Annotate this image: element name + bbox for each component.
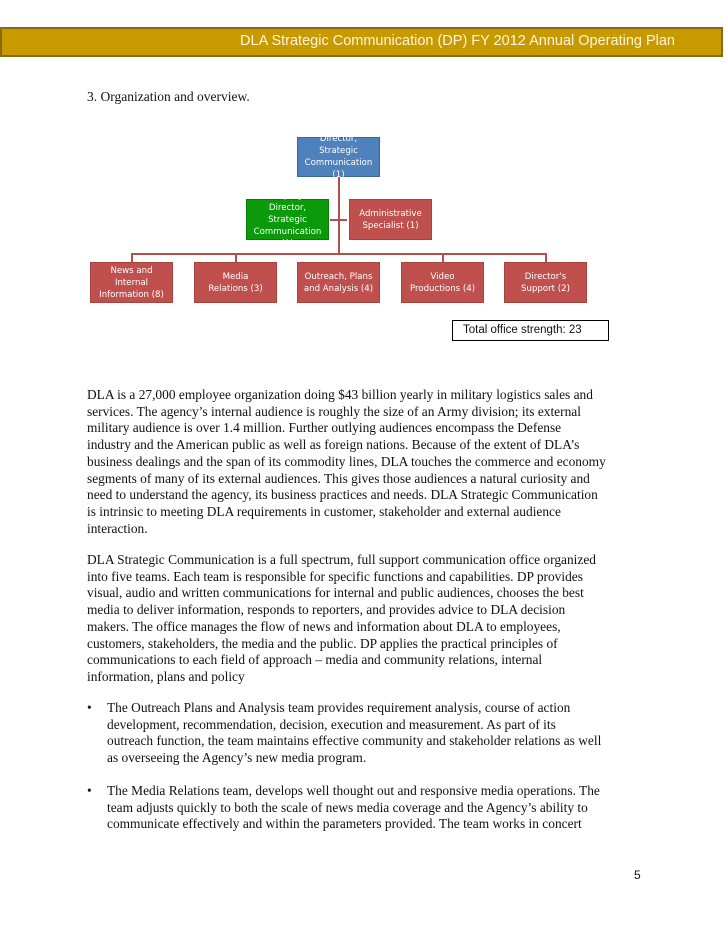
section-heading: 3. Organization and overview. <box>87 89 250 104</box>
org-box-team: Video Productions (4) <box>401 262 484 303</box>
org-box-team: Outreach, Plans and Analysis (4) <box>297 262 380 303</box>
connector-line <box>545 253 547 262</box>
total-strength-box: Total office strength: 23 <box>452 320 609 341</box>
bullet-icon: • <box>87 783 92 798</box>
org-box-deputy: Deputy Director, Strategic Communication (1) <box>246 199 329 240</box>
org-box-director: Director, Strategic Communication (1) <box>297 137 380 177</box>
org-box-team: Director's Support (2) <box>504 262 587 303</box>
org-box-team: Media Relations (3) <box>194 262 277 303</box>
document-page: DLA Strategic Communication (DP) FY 2012 Annual Operating Plan 3. Organization and overview. Director, Strategic Communication (1) Deputy Director, Strategic Communication (1) Administrative Specialist (1) News and Internal Information (8) Media Relations (3) Outreach, Plans and Analysis (4) Video Productions (4) Director's Support (2) Total office strength: 23 DLA is a 27,000 employee organization doing $43 billion yearly in military logistics sales and services. The agency’s internal audience is roughly the size of an Army division; its external military audience is over 1.4 million. Further outlying audiences encompass the Defense industry and the American public as well as foreign nations. Because of the extent of DLA’s business dealings and the span of its commodity lines, DLA touches the commerce and economy segments of many of its external audiences. This gives those audiences a natural curiosity and need to understand the agency, its business practices and needs. DLA Strategic Communication is intrinsic to meeting DLA requirements in customer, stakeholder and external audience interaction. DLA Strategic Communication is a full spectrum, full support communication office organized into five teams. Each team is responsible for specific functions and capabilities. DP provides visual, audio and written communications for internal and public audiences, chooses the best media to deliver information, responds to reporters, and provides advice to DLA decision makers. The office manages the flow of news and information about DLA to employees, customers, stakeholders, the media and the public. DP applies the practical principles of communications to each field of approach – media and community relations, internal information, plans and policy • The Outreach Plans and Analysis team provides requirement analysis, course of action development, recommendation, decision, execution and measurement. As part of its outreach function, the team maintains effective community and stakeholder relations as well as overseeing the Agency’s new media program. • The Media Relations team, develops well thought out and responsive media operations. The team adjusts quickly to both the scale of news media coverage and the Agency’s ability to communicate effectively and within the parameters provided. The team works in concert 5 <box>0 0 728 943</box>
connector-line <box>338 177 340 255</box>
connector-line <box>131 253 133 262</box>
bullet-icon: • <box>87 700 92 715</box>
connector-line <box>131 253 547 255</box>
paragraph: DLA is a 27,000 employee organization doing $43 billion yearly in military logistics sales and services. The agency’s internal audience is roughly the size of an Army division; its external military audience is over 1.4 million. Further outlying audiences encompass the Defense industry and the American public as well as foreign nations. Because of the extent of DLA’s business dealings and the span of its commodity lines, DLA touches the commerce and economy segments of many of its external audiences. This gives those audiences a natural curiosity and need to understand the agency, its business practices and needs. DLA Strategic Communication is intrinsic to meeting DLA requirements in customer, stakeholder and external audience interaction. <box>87 387 606 536</box>
connector-line <box>235 253 237 262</box>
page-number: 5 <box>634 868 641 882</box>
connector-line <box>442 253 444 262</box>
connector-line <box>330 219 347 221</box>
org-box-admin: Administrative Specialist (1) <box>349 199 432 240</box>
header-title: DLA Strategic Communication (DP) FY 2012 Annual Operating Plan <box>240 33 675 49</box>
org-box-team: News and Internal Information (8) <box>90 262 173 303</box>
header-bar <box>0 27 723 57</box>
paragraph: DLA Strategic Communication is a full spectrum, full support communication office organized into five teams. Each team is responsible for specific functions and capabilities. DP provides visual, audio and written communications for internal and public audiences, chooses the best media to deliver information, responds to reporters, and provides advice to DLA decision makers. The office manages the flow of news and information about DLA to employees, customers, stakeholders, the media and the public. DP applies the practical principles of communications to each field of approach – media and community relations, internal information, plans and policy <box>87 552 596 684</box>
